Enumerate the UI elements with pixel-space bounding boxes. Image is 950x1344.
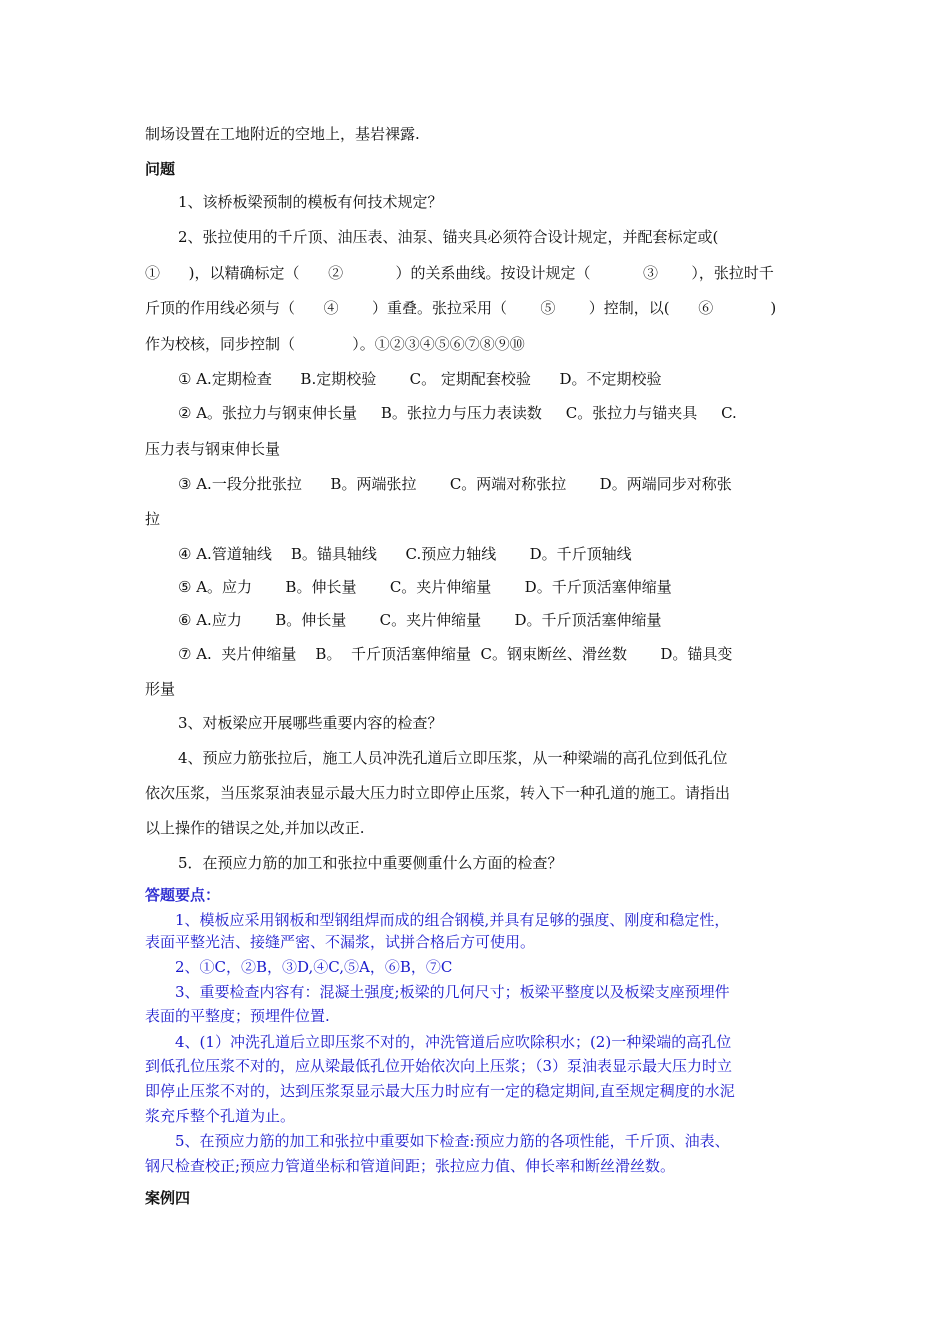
answer-line: 1、模板应采用钢板和型钢组焊而成的组合钢模,并具有足够的强度、刚度和稳定性， (175, 911, 730, 929)
question-3: 3、对板梁应开展哪些重要内容的检查？ (178, 714, 443, 732)
section-heading-case-4: 案例四 (145, 1189, 191, 1207)
text-line: ① )，以精确标定（ ② ）的关系曲线。按设计规定（ ③ ），张拉时千 (145, 264, 774, 282)
answer-line: 即停止压浆不对的，达到压浆泵显示最大压力时应有一定的稳定期间,直至规定稠度的水泥 (145, 1082, 735, 1100)
option-line: ① A.定期检查 B.定期校验 C。 定期配套校验 D。不定期校验 (178, 370, 662, 388)
option-line: 拉 (145, 510, 161, 528)
text-line: 制场设置在工地附近的空地上，基岩裸露. (145, 125, 420, 143)
option-line: 压力表与钢束伸长量 (145, 440, 281, 458)
option-line: ② A。张拉力与钢束伸长量 B。张拉力与压力表读数 C。张拉力与锚夹具 C. (178, 404, 737, 422)
text-line: 依次压浆，当压浆泵油表显示最大压力时立即停止压浆，转入下一种孔道的施工。请指出 (145, 784, 731, 802)
section-heading-questions: 问题 (145, 160, 176, 178)
answer-line: 2、①C，②B，③D,④C,⑤A，⑥B，⑦C (175, 958, 453, 976)
text-line: 斤顶的作用线必须与（ ④ ）重叠。张拉采用（ ⑤ ）控制，以( ⑥ ) (145, 299, 777, 317)
answer-line: 表面的平整度；预埋件位置. (145, 1007, 330, 1025)
option-line: ⑦ A. 夹片伸缩量 B。 千斤顶活塞伸缩量 C。钢束断丝、滑丝数 D。锚具变 (178, 645, 733, 663)
option-line: 形量 (145, 680, 176, 698)
answer-line: 3、重要检查内容有：混凝土强度;板梁的几何尺寸；板梁平整度以及板梁支座预埋件 (175, 983, 730, 1001)
section-heading-answers: 答题要点： (145, 886, 221, 904)
option-line: ④ A.管道轴线 B。锚具轴线 C.预应力轴线 D。千斤顶轴线 (178, 545, 632, 563)
answer-line: 表面平整光洁、接缝严密、不漏浆，试拼合格后方可使用。 (145, 933, 536, 951)
question-2: 2、张拉使用的千斤顶、油压表、油泵、锚夹具必须符合设计规定，并配套标定或( (178, 228, 719, 246)
text-line: 作为校核，同步控制（ ）。①②③④⑤⑥⑦⑧⑨⑩ (145, 335, 525, 353)
answer-line: 5、在预应力筋的加工和张拉中重要如下检查:预应力筋的各项性能，千斤顶、油表、 (175, 1132, 730, 1150)
answer-line: 到低孔位压浆不对的，应从梁最低孔位开始依次向上压浆；（3）泵油表显示最大压力时立 (145, 1057, 733, 1075)
option-line: ⑤ A。应力 B。伸长量 C。夹片伸缩量 D。千斤顶活塞伸缩量 (178, 578, 672, 596)
option-line: ③ A.一段分批张拉 B。两端张拉 C。两端对称张拉 D。两端同步对称张 (178, 475, 732, 493)
option-line: ⑥ A.应力 B。伸长量 C。夹片伸缩量 D。千斤顶活塞伸缩量 (178, 611, 662, 629)
text-line: 以上操作的错误之处,并加以改正. (145, 819, 365, 837)
question-4: 4、预应力筋张拉后，施工人员冲洗孔道后立即压浆，从一种梁端的高孔位到低孔位 (178, 749, 728, 767)
answer-line: 钢尺检查校正;预应力管道坐标和管道间距；张拉应力值、伸长率和断丝滑丝数。 (145, 1157, 676, 1175)
answer-line: 浆充斥整个孔道为止。 (145, 1107, 296, 1125)
answer-line: 4、(1）冲洗孔道后立即压浆不对的，冲洗管道后应吹除积水；(2)一种梁端的高孔位 (175, 1033, 732, 1051)
question-1: 1、该桥板梁预制的模板有何技术规定？ (178, 193, 443, 211)
question-5: 5．在预应力筋的加工和张拉中重要侧重什么方面的检查？ (178, 854, 563, 872)
